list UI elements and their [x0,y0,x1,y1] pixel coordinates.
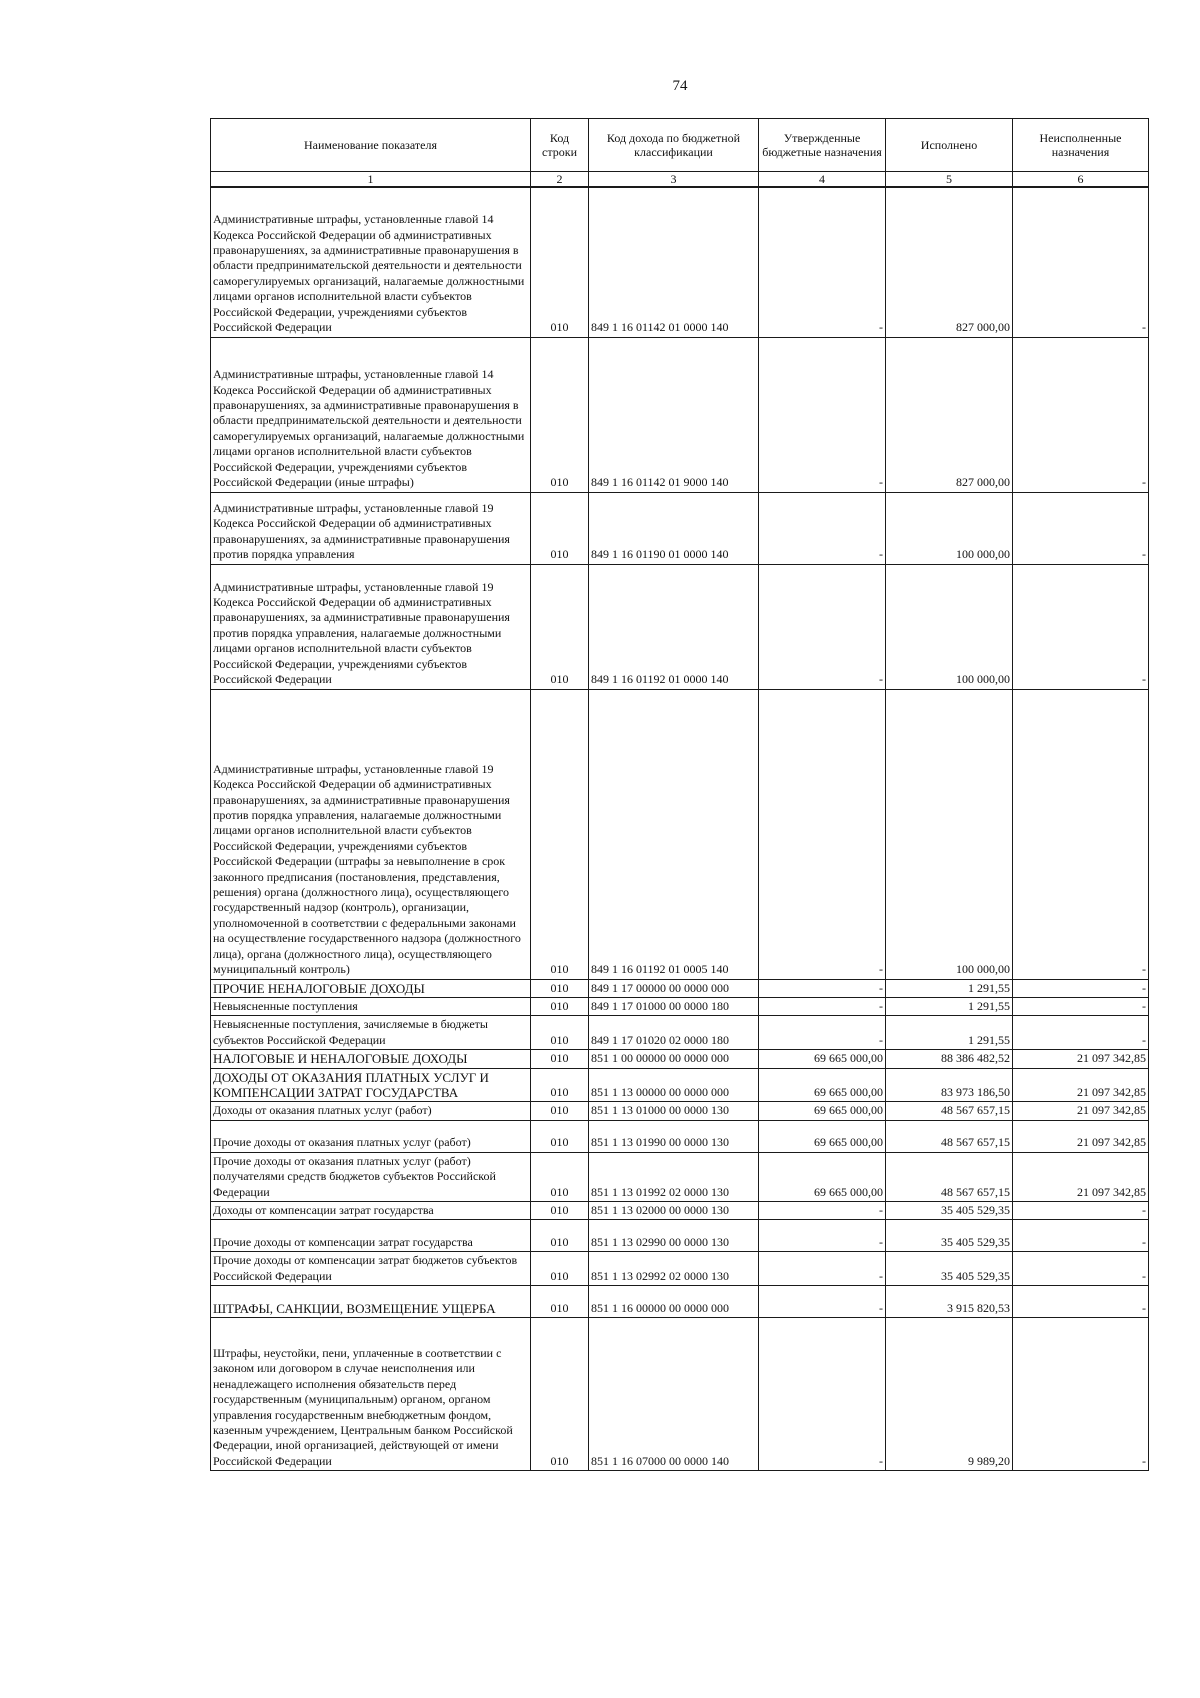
row-name: Прочие доходы от компенсации затрат бюджетов субъектов Российской Федерации [211,1252,531,1286]
row-line-code: 010 [531,1201,589,1219]
row-unexecuted: - [1013,1201,1149,1219]
row-income-code: 851 1 16 00000 00 0000 000 [589,1286,759,1318]
row-name: Административные штрафы, установленные главой 14 Кодекса Российской Федерации об административных правонарушениях, за административные правонарушения в области предпринимательской деятельности и деятельности саморегулируемых организаций, налагаемые должностными лицами органов исполнительной власти субъектов Российской Федерации, учреждениями субъектов Российской Федерации [211,187,531,337]
row-name: ДОХОДЫ ОТ ОКАЗАНИЯ ПЛАТНЫХ УСЛУГ И КОМПЕНСАЦИИ ЗАТРАТ ГОСУДАРСТВА [211,1068,531,1102]
row-approved: - [759,564,886,689]
row-line-code: 010 [531,979,589,997]
row-name: Административные штрафы, установленные главой 14 Кодекса Российской Федерации об административных правонарушениях, за административные правонарушения в области предпринимательской деятельности и деятельности саморегулируемых организаций, налагаемые должностными лицами органов исполнительной власти субъектов Российской Федерации, учреждениями субъектов Российской Федерации (иные штрафы) [211,337,531,492]
row-income-code: 851 1 13 02990 00 0000 130 [589,1220,759,1252]
row-line-code: 010 [531,1286,589,1318]
column-number: 3 [589,172,759,188]
row-unexecuted: - [1013,1220,1149,1252]
row-executed: 3 915 820,53 [886,1286,1013,1318]
row-line-code: 010 [531,492,589,564]
row-line-code: 010 [531,997,589,1015]
row-approved: - [759,997,886,1015]
row-income-code: 851 1 00 00000 00 0000 000 [589,1050,759,1068]
row-name: Невыясненные поступления [211,997,531,1015]
income-report-table [210,118,1149,1471]
table-row [211,1050,1149,1068]
row-line-code: 010 [531,187,589,337]
row-executed: 88 386 482,52 [886,1050,1013,1068]
row-income-code: 849 1 16 01190 01 0000 140 [589,492,759,564]
header-name: Наименование показателя [211,119,531,172]
row-unexecuted: 21 097 342,85 [1013,1102,1149,1120]
column-number: 5 [886,172,1013,188]
row-executed: 48 567 657,15 [886,1152,1013,1201]
table-row [211,1252,1149,1286]
row-name: Административные штрафы, установленные главой 19 Кодекса Российской Федерации об административных правонарушениях, за административные правонарушения против порядка управления, налагаемые должностными лицами органов исполнительной власти субъектов Российской Федерации, учреждениями субъектов Российской Федерации [211,564,531,689]
row-unexecuted: - [1013,187,1149,337]
row-income-code: 851 1 13 01000 00 0000 130 [589,1102,759,1120]
row-name: ПРОЧИЕ НЕНАЛОГОВЫЕ ДОХОДЫ [211,979,531,997]
table-row [211,1220,1149,1252]
row-unexecuted: 21 097 342,85 [1013,1152,1149,1201]
row-executed: 48 567 657,15 [886,1102,1013,1120]
row-unexecuted: - [1013,492,1149,564]
row-unexecuted: - [1013,689,1149,979]
column-number-row [211,172,1149,188]
row-unexecuted: 21 097 342,85 [1013,1120,1149,1152]
row-executed: 100 000,00 [886,689,1013,979]
row-executed: 35 405 529,35 [886,1220,1013,1252]
column-number: 4 [759,172,886,188]
row-executed: 1 291,55 [886,1016,1013,1050]
row-executed: 100 000,00 [886,564,1013,689]
row-approved: - [759,1318,886,1471]
row-income-code: 849 1 16 01142 01 0000 140 [589,187,759,337]
row-income-code: 849 1 17 01000 00 0000 180 [589,997,759,1015]
row-unexecuted: - [1013,1252,1149,1286]
row-name: Прочие доходы от оказания платных услуг (работ) получателями средств бюджетов субъектов Российской Федерации [211,1152,531,1201]
row-line-code: 010 [531,1068,589,1102]
row-line-code: 010 [531,1016,589,1050]
row-name: Административные штрафы, установленные главой 19 Кодекса Российской Федерации об административных правонарушениях, за административные правонарушения против порядка управления [211,492,531,564]
row-line-code: 010 [531,1252,589,1286]
column-number: 1 [211,172,531,188]
row-line-code: 010 [531,1318,589,1471]
row-unexecuted: - [1013,564,1149,689]
row-name: Прочие доходы от оказания платных услуг (работ) [211,1120,531,1152]
row-approved: - [759,1252,886,1286]
row-line-code: 010 [531,689,589,979]
row-executed: 100 000,00 [886,492,1013,564]
row-income-code: 849 1 16 01192 01 0005 140 [589,689,759,979]
row-income-code: 849 1 17 01020 02 0000 180 [589,1016,759,1050]
table-row [211,1016,1149,1050]
column-number: 2 [531,172,589,188]
row-income-code: 851 1 13 00000 00 0000 000 [589,1068,759,1102]
row-approved: 69 665 000,00 [759,1120,886,1152]
header-executed: Исполнено [886,119,1013,172]
row-executed: 48 567 657,15 [886,1120,1013,1152]
row-line-code: 010 [531,564,589,689]
table-row [211,1102,1149,1120]
row-executed: 35 405 529,35 [886,1252,1013,1286]
row-unexecuted: 21 097 342,85 [1013,1068,1149,1102]
row-unexecuted: - [1013,337,1149,492]
table-row [211,689,1149,979]
row-executed: 1 291,55 [886,997,1013,1015]
row-unexecuted: - [1013,997,1149,1015]
row-name: ШТРАФЫ, САНКЦИИ, ВОЗМЕЩЕНИЕ УЩЕРБА [211,1286,531,1318]
row-approved: - [759,1016,886,1050]
row-unexecuted: - [1013,1286,1149,1318]
table-body [211,187,1149,1471]
row-executed: 35 405 529,35 [886,1201,1013,1219]
row-approved: - [759,979,886,997]
row-executed: 827 000,00 [886,337,1013,492]
row-approved: - [759,689,886,979]
row-income-code: 851 1 16 07000 00 0000 140 [589,1318,759,1471]
column-number: 6 [1013,172,1149,188]
table-row [211,1318,1149,1471]
row-executed: 83 973 186,50 [886,1068,1013,1102]
table-row [211,997,1149,1015]
table-row [211,187,1149,337]
table-row [211,1152,1149,1201]
header-line-code: Код строки [531,119,589,172]
header-approved: Утвержденные бюджетные назначения [759,119,886,172]
row-name: Штрафы, неустойки, пени, уплаченные в соответствии с законом или договором в случае неисполнения или ненадлежащего исполнения обязательств перед государственным (муниципальным) органом, органом управления государственным внебюджетным фондом, казенным учреждением, Центральным банком Российской Федерации, иной организацией, действующей от имени Российской Федерации [211,1318,531,1471]
row-unexecuted: - [1013,1318,1149,1471]
row-income-code: 851 1 13 02000 00 0000 130 [589,1201,759,1219]
row-executed: 9 989,20 [886,1318,1013,1471]
row-approved: - [759,1286,886,1318]
row-executed: 827 000,00 [886,187,1013,337]
row-line-code: 010 [531,1050,589,1068]
row-approved: - [759,337,886,492]
row-name: Доходы от оказания платных услуг (работ) [211,1102,531,1120]
row-income-code: 849 1 16 01192 01 0000 140 [589,564,759,689]
row-income-code: 851 1 13 01990 00 0000 130 [589,1120,759,1152]
table-row [211,564,1149,689]
row-line-code: 010 [531,1102,589,1120]
row-income-code: 851 1 13 02992 02 0000 130 [589,1252,759,1286]
row-approved: 69 665 000,00 [759,1152,886,1201]
row-unexecuted: - [1013,1016,1149,1050]
header-unexecuted: Неисполненные назначения [1013,119,1149,172]
table-row [211,492,1149,564]
row-income-code: 849 1 16 01142 01 9000 140 [589,337,759,492]
row-approved: - [759,187,886,337]
row-name: Административные штрафы, установленные главой 19 Кодекса Российской Федерации об административных правонарушениях, за административные правонарушения против порядка управления, налагаемые должностными лицами органов исполнительной власти субъектов Российской Федерации, учреждениями субъектов Российской Федерации (штрафы за невыполнение в срок законного предписания (постановления, представления, решения) органа (должностного лица), осуществляющего государственный надзор (контроль), организации, уполномоченной в соответствии с федеральными законами на осуществление государственного надзора (должностного лица), органа (должностного лица), осуществляющего муниципальный контроль) [211,689,531,979]
header-income-code: Код дохода по бюджетной классификации [589,119,759,172]
table-row [211,1286,1149,1318]
table-row [211,1201,1149,1219]
row-income-code: 851 1 13 01992 02 0000 130 [589,1152,759,1201]
row-approved: - [759,1201,886,1219]
row-unexecuted: - [1013,979,1149,997]
row-executed: 1 291,55 [886,979,1013,997]
table-row [211,337,1149,492]
row-approved: 69 665 000,00 [759,1050,886,1068]
row-approved: 69 665 000,00 [759,1068,886,1102]
row-line-code: 010 [531,1120,589,1152]
header-row [211,119,1149,172]
row-name: Прочие доходы от компенсации затрат государства [211,1220,531,1252]
page-number: 74 [672,78,688,94]
row-income-code: 849 1 17 00000 00 0000 000 [589,979,759,997]
row-approved: - [759,1220,886,1252]
table-row [211,1120,1149,1152]
row-line-code: 010 [531,1152,589,1201]
row-approved: 69 665 000,00 [759,1102,886,1120]
table-row [211,1068,1149,1102]
table-row [211,979,1149,997]
row-name: Невыясненные поступления, зачисляемые в бюджеты субъектов Российской Федерации [211,1016,531,1050]
row-line-code: 010 [531,1220,589,1252]
row-approved: - [759,492,886,564]
row-unexecuted: 21 097 342,85 [1013,1050,1149,1068]
row-name: НАЛОГОВЫЕ И НЕНАЛОГОВЫЕ ДОХОДЫ [211,1050,531,1068]
row-name: Доходы от компенсации затрат государства [211,1201,531,1219]
row-line-code: 010 [531,337,589,492]
